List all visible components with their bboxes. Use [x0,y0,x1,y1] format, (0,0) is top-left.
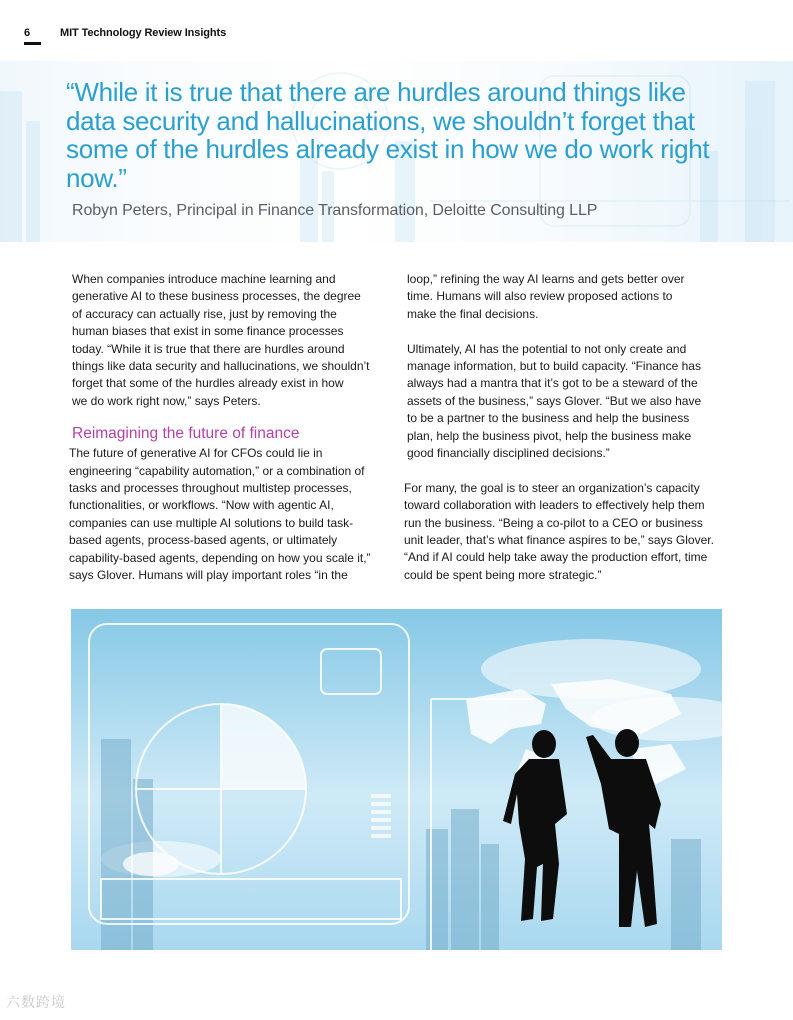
body-paragraph: Ultimately, AI has the potential to not only create and manage information, but to build capacity. “Finance has always had a mantra that it’s got to be a steward of the assets of the business,” says Glover. “But we also have to be a partner to the business and help the business plan, help the business pivot, help the business make good financially disciplined decisions.” [407,341,702,461]
body-paragraph: loop,” refining the way AI learns and gets better over time. Humans will also review proposed actions to make the final decisions. [407,272,685,321]
hero-illustration [71,609,722,950]
watermark-text: 六数跨境 [6,994,66,1010]
page-number: 6 [24,27,31,39]
body-paragraph: When companies introduce machine learning and generative AI to these business processes, the degree of accuracy can actually rise, just by removing the human biases that exist in some finance processes today. “While it is true that there are hurdles around things like data security and hallucinations, we shouldn’t forget that some of the hurdles already exist in how we do work right now,” says Peters. [72,272,370,408]
page-number-rule [24,42,41,45]
pull-quote-banner [0,61,793,242]
body-paragraph: The future of generative AI for CFOs could lie in engineering “capability automation,” or a combination of tasks and processes throughout multistep processes, functionalities, or workflows. “Now with agentic AI, companies can use multiple AI solutions to build task- based agents, process-based agents, or ultimately capability-based agents, depending on how you scale it,” says Glover. Humans will play important roles “in the [69,446,371,583]
section-subheading: Reimagining the future of finance [72,425,300,443]
left-column [69,271,390,585]
publication-name: MIT Technology Review Insights [60,27,227,39]
right-column [404,271,725,584]
watermark-logo [6,992,66,1012]
body-paragraph: For many, the goal is to steer an organization’s capacity toward collaboration with leaders to effectively help them run the business. “Being a co-pilot to a CEO or business unit leader, that’s what finance aspires to be,” says Glover. “And if AI could help take away the production effort, time could be spent being more strategic.” [404,480,714,582]
pull-quote-text: “While it is true that there are hurdles around things like data security and hallucinations, we shouldn’t forget that some of the hurdles already exist in how we do work right now.” [66,77,710,193]
page-header [0,0,793,60]
business-people-digital-interface-image [71,609,722,950]
pull-quote-attribution: Robyn Peters, Principal in Finance Transformation, Deloitte Consulting LLP [72,202,598,219]
